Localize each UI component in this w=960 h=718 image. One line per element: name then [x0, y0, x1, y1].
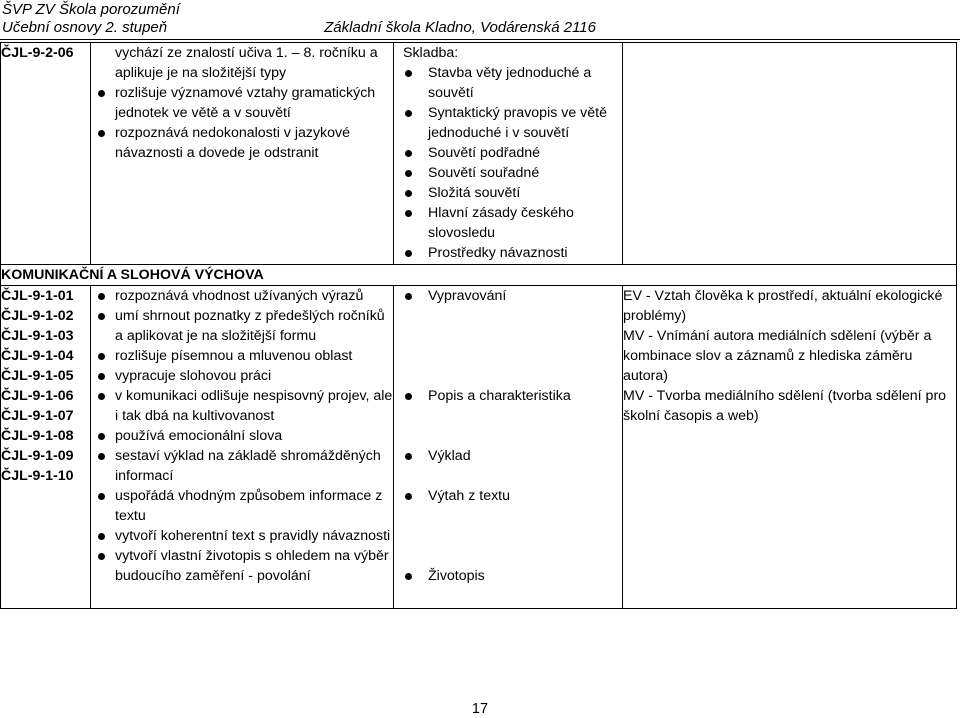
outcome-code: ČJL-9-1-05: [1, 368, 74, 384]
outcome-code: ČJL-9-1-07: [1, 408, 74, 424]
list-item: Popis a charakteristika: [394, 386, 622, 406]
page-number: 17: [471, 701, 489, 717]
list-item: Prostředky návaznosti: [394, 243, 622, 263]
content-cell: [394, 43, 623, 265]
list-item: Životopis: [394, 566, 622, 586]
list-item: Souvětí souřadné: [394, 163, 622, 183]
outcomes-cell: [91, 43, 394, 265]
list-item: Složitá souvětí: [394, 183, 622, 203]
themes-cell: [623, 43, 957, 265]
list-item: uspořádá vhodným způsobem informace z textu: [91, 486, 393, 526]
outcomes-list: [91, 43, 393, 163]
list-item: Stavba věty jednoduché a souvětí: [394, 63, 622, 103]
table-row: [1, 265, 957, 286]
table-row: [1, 286, 957, 609]
list-item: Hlavní zásady českého slovosledu: [394, 203, 622, 243]
list-item: Vypravování: [394, 286, 622, 306]
school-name: Základní škola Kladno, Vodárenská 2116: [324, 19, 596, 36]
list-item: vychází ze znalostí učiva 1. – 8. ročníku a aplikuje je na složitější typy: [115, 45, 378, 81]
list-item: Výklad: [394, 446, 622, 466]
list-item: Souvětí podřadné: [394, 143, 622, 163]
list-item: Výtah z textu: [394, 486, 622, 506]
cross-curricular-theme: EV - Vztah člověka k prostředí, aktuální ekologické problémy): [623, 288, 943, 324]
header-rule: [0, 39, 960, 40]
section-title: KOMUNIKAČNÍ A SLOHOVÁ VÝCHOVA: [1, 265, 957, 286]
outcome-code: ČJL-9-1-10: [1, 468, 74, 484]
table-row: [1, 43, 957, 265]
list-item: rozlišuje písemnou a mluvenou oblast: [91, 346, 393, 366]
content-heading: Skladba:: [403, 45, 459, 61]
outcome-code: ČJL-9-1-06: [1, 388, 74, 404]
content-list: [394, 286, 622, 586]
outcome-code: ČJL-9-1-02: [1, 308, 74, 324]
cross-curricular-theme: MV - Tvorba mediálního sdělení (tvorba sdělení pro školní časopis a web): [623, 388, 947, 424]
outcome-codes-cell: [1, 286, 91, 609]
outcomes-list: [91, 286, 393, 586]
outcome-code: ČJL-9-1-04: [1, 348, 74, 364]
content-list: [394, 63, 622, 263]
list-item: rozpoznává vhodnost užívaných výrazů: [91, 286, 393, 306]
list-item: Syntaktický pravopis ve větě jednoduché i v souvětí: [394, 103, 622, 143]
curriculum-table: [0, 42, 957, 609]
list-item: vypracuje slohovou práci: [91, 366, 393, 386]
list-item: vytvoří koherentní text s pravidly návaznosti: [91, 526, 393, 546]
list-item: rozpoznává nedokonalosti v jazykové návaznosti a dovede je odstranit: [91, 123, 393, 163]
outcome-code-cell: [1, 43, 91, 265]
list-item: v komunikaci odlišuje nespisovný projev, ale i tak dbá na kultivovanost: [91, 386, 393, 426]
list-item: umí shrnout poznatky z předešlých ročníků a aplikovat je na složitější formu: [91, 306, 393, 346]
outcome-code: ČJL-9-1-08: [1, 428, 74, 444]
list-item: sestaví výklad na základě shromážděných informací: [91, 446, 393, 486]
outcome-code: ČJL-9-1-03: [1, 328, 74, 344]
list-item: rozlišuje významové vztahy gramatických jednotek ve větě a v souvětí: [91, 83, 393, 123]
outcome-code: ČJL-9-1-09: [1, 448, 74, 464]
cross-curricular-theme: MV - Vnímání autora mediálních sdělení (výběr a kombinace slov a záznamů z hlediska záměru autora): [623, 328, 932, 384]
content-cell: [394, 286, 623, 609]
page-header: [0, 0, 960, 40]
outcome-code: ČJL-9-2-06: [1, 45, 74, 61]
list-item: vytvoří vlastní životopis s ohledem na výběr budoucího zaměření - povolání: [91, 546, 393, 586]
outcome-code: ČJL-9-1-01: [1, 288, 74, 304]
outcomes-cell: [91, 286, 394, 609]
list-item: používá emocionální slova: [91, 426, 393, 446]
curriculum-subtitle: Učební osnovy 2. stupeň: [2, 19, 168, 36]
school-program-title: ŠVP ZV Škola porozumění: [2, 1, 180, 18]
themes-cell: [623, 286, 957, 609]
